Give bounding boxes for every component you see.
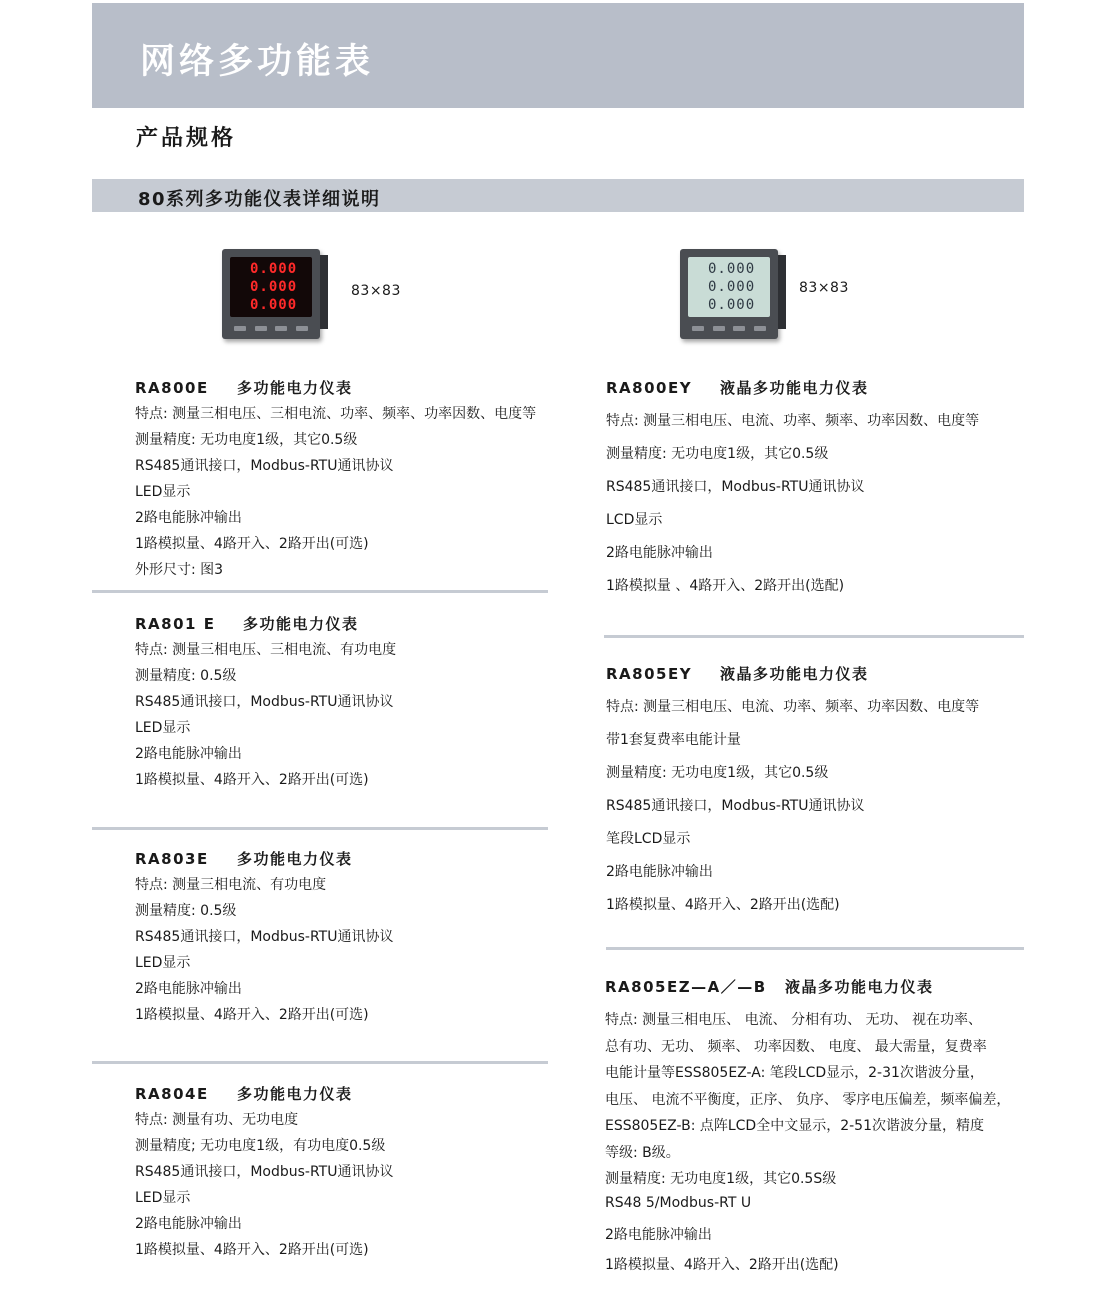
spec-line: RS485通讯接口，Modbus-RTU通讯协议 xyxy=(606,798,865,814)
product-name: 液晶多功能电力仪表 xyxy=(720,379,869,397)
led-row: 0.000 xyxy=(250,297,298,313)
lcd-row: 0.000 xyxy=(708,297,756,313)
spec-line: 2路电能脉冲输出 xyxy=(606,545,713,561)
spec-line: 2路电能脉冲输出 xyxy=(135,981,242,997)
section-title: 产品规格 xyxy=(136,126,237,151)
spec-line: 2路电能脉冲输出 xyxy=(135,510,242,526)
product-ra800ey xyxy=(606,377,979,608)
spec-line: 特点: 测量三相电压、三相电流、功率、频率、功率因数、电度等 xyxy=(135,406,537,422)
product-model: RA805EY xyxy=(606,665,693,683)
spec-line: LED显示 xyxy=(135,484,191,500)
spec-line: RS485通讯接口，Modbus-RTU通讯协议 xyxy=(135,1164,394,1180)
led-meter-image xyxy=(222,249,320,339)
product-name: 多功能电力仪表 xyxy=(237,379,353,397)
spec-line: 测量精度: 无功电度1级，其它0.5级 xyxy=(606,446,829,462)
spec-line: RS485通讯接口，Modbus-RTU通讯协议 xyxy=(606,479,865,495)
spec-line: RS48 5/Modbus-RT U xyxy=(605,1194,752,1211)
spec-line: LCD显示 xyxy=(606,512,663,528)
spec-line: 测量精度: 0.5级 xyxy=(135,903,237,919)
lcd-meter-image xyxy=(680,249,778,339)
spec-line: 测量精度; 无功电度1级，有功电度0.5级 xyxy=(135,1138,386,1154)
product-ra800e xyxy=(135,377,536,585)
product-ra805ey xyxy=(606,663,979,927)
spec-line: 笔段LCD显示 xyxy=(606,831,691,847)
spec-line: ESS805EZ-B: 点阵LCD全中文显示，2-51次谐波分量，精度 xyxy=(605,1118,984,1134)
spec-line: RS485通讯接口，Modbus-RTU通讯协议 xyxy=(135,458,394,474)
divider xyxy=(92,827,548,830)
spec-line: 1路模拟量、4路开入、2路开出(可选) xyxy=(135,536,369,552)
product-ra801e xyxy=(135,613,396,795)
product-model: RA804E xyxy=(135,1085,209,1103)
spec-line: 1路模拟量、4路开入、2路开出(可选) xyxy=(135,1242,369,1258)
divider xyxy=(92,590,548,593)
divider xyxy=(606,947,1024,950)
product-model: RA805EZ—A／—B xyxy=(605,978,767,996)
spec-line: 2路电能脉冲输出 xyxy=(135,746,242,762)
spec-line: 电能计量等ESS805EZ-A: 笔段LCD显示，2-31次谐波分量， xyxy=(605,1065,984,1081)
spec-line: 1路模拟量、4路开入、2路开出(可选) xyxy=(135,1007,369,1023)
spec-line: 1路模拟量、4路开入、2路开出(可选) xyxy=(135,772,369,788)
product-model: RA801 E xyxy=(135,615,216,633)
spec-line: 特点: 测量三相电压、电流、功率、频率、功率因数、电度等 xyxy=(606,699,980,715)
product-name: 多功能电力仪表 xyxy=(243,615,359,633)
spec-line: LED显示 xyxy=(135,720,191,736)
spec-line: 特点: 测量三相电压、电流、功率、频率、功率因数、电度等 xyxy=(606,413,980,429)
spec-line: 总有功、无功、 频率、 功率因数、 电度、 最大需量，复费率 xyxy=(605,1038,987,1055)
spec-line: 测量精度: 0.5级 xyxy=(135,668,237,684)
divider xyxy=(92,1061,548,1064)
lcd-row: 0.000 xyxy=(708,261,756,277)
spec-line: RS485通讯接口，Modbus-RTU通讯协议 xyxy=(135,694,394,710)
product-name: 液晶多功能电力仪表 xyxy=(720,665,869,683)
product-ra805ez xyxy=(605,976,1010,1280)
lcd-display xyxy=(688,257,770,317)
spec-line: 2路电能脉冲输出 xyxy=(606,864,713,880)
product-ra804e xyxy=(135,1083,393,1265)
product-name: 液晶多功能电力仪表 xyxy=(785,978,934,996)
spec-line: 等级: B级。 xyxy=(605,1144,680,1161)
meter-size-label: 83×83 xyxy=(351,283,401,299)
led-display xyxy=(230,257,312,317)
spec-line: 外形尺寸: 图3 xyxy=(135,562,224,578)
spec-line: 特点: 测量有功、无功电度 xyxy=(135,1112,299,1128)
spec-line: 1路模拟量 、4路开入、2路开出(选配) xyxy=(606,578,845,594)
spec-line: 特点: 测量三相电流、有功电度 xyxy=(135,877,327,893)
product-model: RA800EY xyxy=(606,379,693,397)
spec-line: 1路模拟量、4路开入、2路开出(选配) xyxy=(605,1256,839,1273)
led-row: 0.000 xyxy=(250,261,298,277)
led-row: 0.000 xyxy=(250,279,298,295)
spec-line: 1路模拟量、4路开入、2路开出(选配) xyxy=(606,897,840,913)
spec-line: 电压、 电流不平衡度，正序、 负序、 零序电压偏差，频率偏差， xyxy=(605,1091,1011,1108)
spec-line: 测量精度: 无功电度1级，其它0.5级 xyxy=(606,765,829,781)
spec-line: LED显示 xyxy=(135,955,191,971)
spec-line: LED显示 xyxy=(135,1190,191,1206)
product-model: RA803E xyxy=(135,850,209,868)
meter-size-label: 83×83 xyxy=(799,280,849,296)
spec-line: 带1套复费率电能计量 xyxy=(606,732,741,748)
spec-line: 特点: 测量三相电压、 电流、 分相有功、 无功、 视在功率、 xyxy=(605,1012,982,1028)
spec-line: 测量精度: 无功电度1级，其它0.5S级 xyxy=(605,1171,837,1187)
spec-line: 测量精度: 无功电度1级，其它0.5级 xyxy=(135,432,358,448)
spec-line: 2路电能脉冲输出 xyxy=(605,1226,712,1243)
spec-line: 特点: 测量三相电压、三相电流、有功电度 xyxy=(135,642,397,658)
product-ra803e xyxy=(135,848,393,1030)
divider xyxy=(604,635,1024,638)
spec-line: RS485通讯接口，Modbus-RTU通讯协议 xyxy=(135,929,394,945)
spec-line: 2路电能脉冲输出 xyxy=(135,1216,242,1232)
lcd-row: 0.000 xyxy=(708,279,756,295)
subheader-title: 80系列多功能仪表详细说明 xyxy=(138,189,381,210)
product-name: 多功能电力仪表 xyxy=(237,850,353,868)
product-name: 多功能电力仪表 xyxy=(237,1085,353,1103)
product-model: RA800E xyxy=(135,379,209,397)
page-title: 网络多功能表 xyxy=(140,42,375,82)
